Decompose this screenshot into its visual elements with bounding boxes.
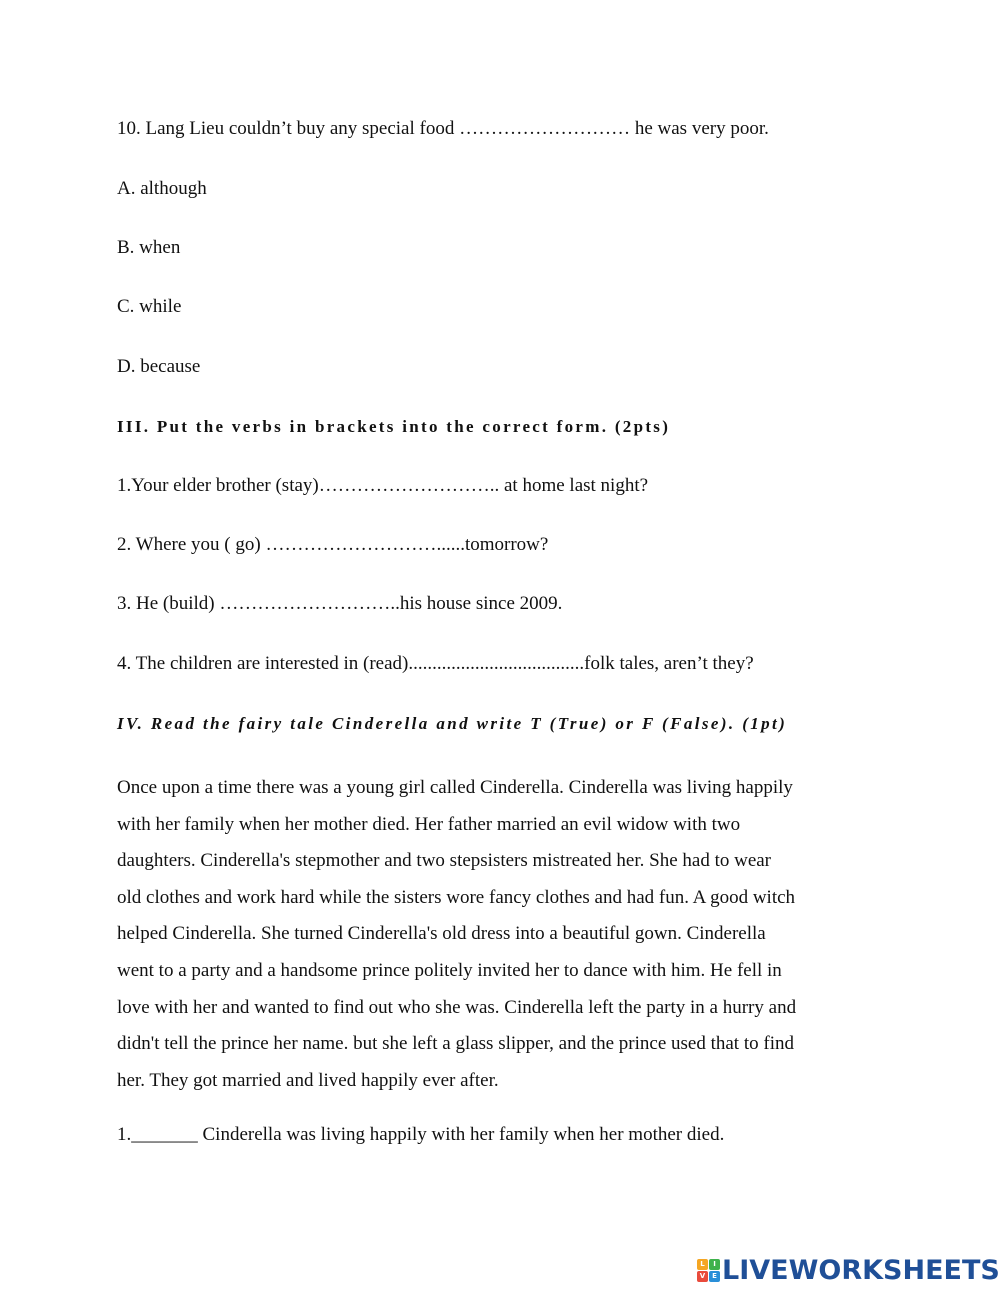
passage-line: daughters. Cinderella's stepmother and two stepsisters mistreated her. She had to wear (117, 850, 772, 872)
option-a: A. although (117, 178, 207, 199)
liveworksheets-logo (697, 1253, 1000, 1287)
verb-item-3: 3. He (build) ………………………..his house since 2009. (117, 593, 563, 614)
passage-line: went to a party and a handsome prince politely invited her to dance with him. He fell in (117, 959, 782, 981)
passage-line: love with her and wanted to find out who she was. Cinderella left the party in a hurry and (117, 996, 797, 1018)
passage-line: old clothes and work hard while the sisters wore fancy clothes and had fun. A good witch (117, 886, 796, 908)
logo-text: LIVEWORKSHEETS (722, 1254, 1000, 1286)
verb-item-4: 4. The children are interested in (read).....................................folk tales, aren’t they? (117, 653, 754, 674)
passage-line: didn't tell the prince her name. but she left a glass slipper, and the prince used that to find (117, 1033, 794, 1055)
verb-item-2: 2. Where you ( go) ………………………......tomorrow? (117, 534, 549, 555)
logo-block-l: L (697, 1259, 708, 1270)
logo-mark-icon (697, 1259, 720, 1282)
question-10-stem: 10. Lang Lieu couldn’t buy any special food ……………………… he was very poor. (117, 118, 769, 139)
option-d: D. because (117, 356, 201, 377)
passage-line: helped Cinderella. She turned Cinderella's old dress into a beautiful gown. Cinderella (117, 923, 766, 945)
true-false-statement-1: 1._______ Cinderella was living happily with her family when her mother died. (117, 1124, 725, 1145)
passage-line: her. They got married and lived happily ever after. (117, 1069, 499, 1091)
option-c: C. while (117, 296, 182, 317)
cinderella-passage (117, 770, 887, 1099)
logo-block-v: V (697, 1271, 708, 1282)
section-3-heading: III. Put the verbs in brackets into the correct form. (2pts) (117, 417, 671, 436)
verb-item-1: 1.Your elder brother (stay)……………………….. at home last night? (117, 475, 649, 496)
logo-block-i: I (709, 1259, 720, 1270)
logo-block-e: E (709, 1271, 720, 1282)
passage-line: Once upon a time there was a young girl called Cinderella. Cinderella was living happily (117, 777, 793, 798)
section-4-heading: IV. Read the fairy tale Cinderella and write T (True) or F (False). (1pt) (117, 714, 788, 733)
option-b: B. when (117, 237, 181, 258)
passage-line: with her family when her mother died. Her father married an evil widow with two (117, 813, 741, 835)
